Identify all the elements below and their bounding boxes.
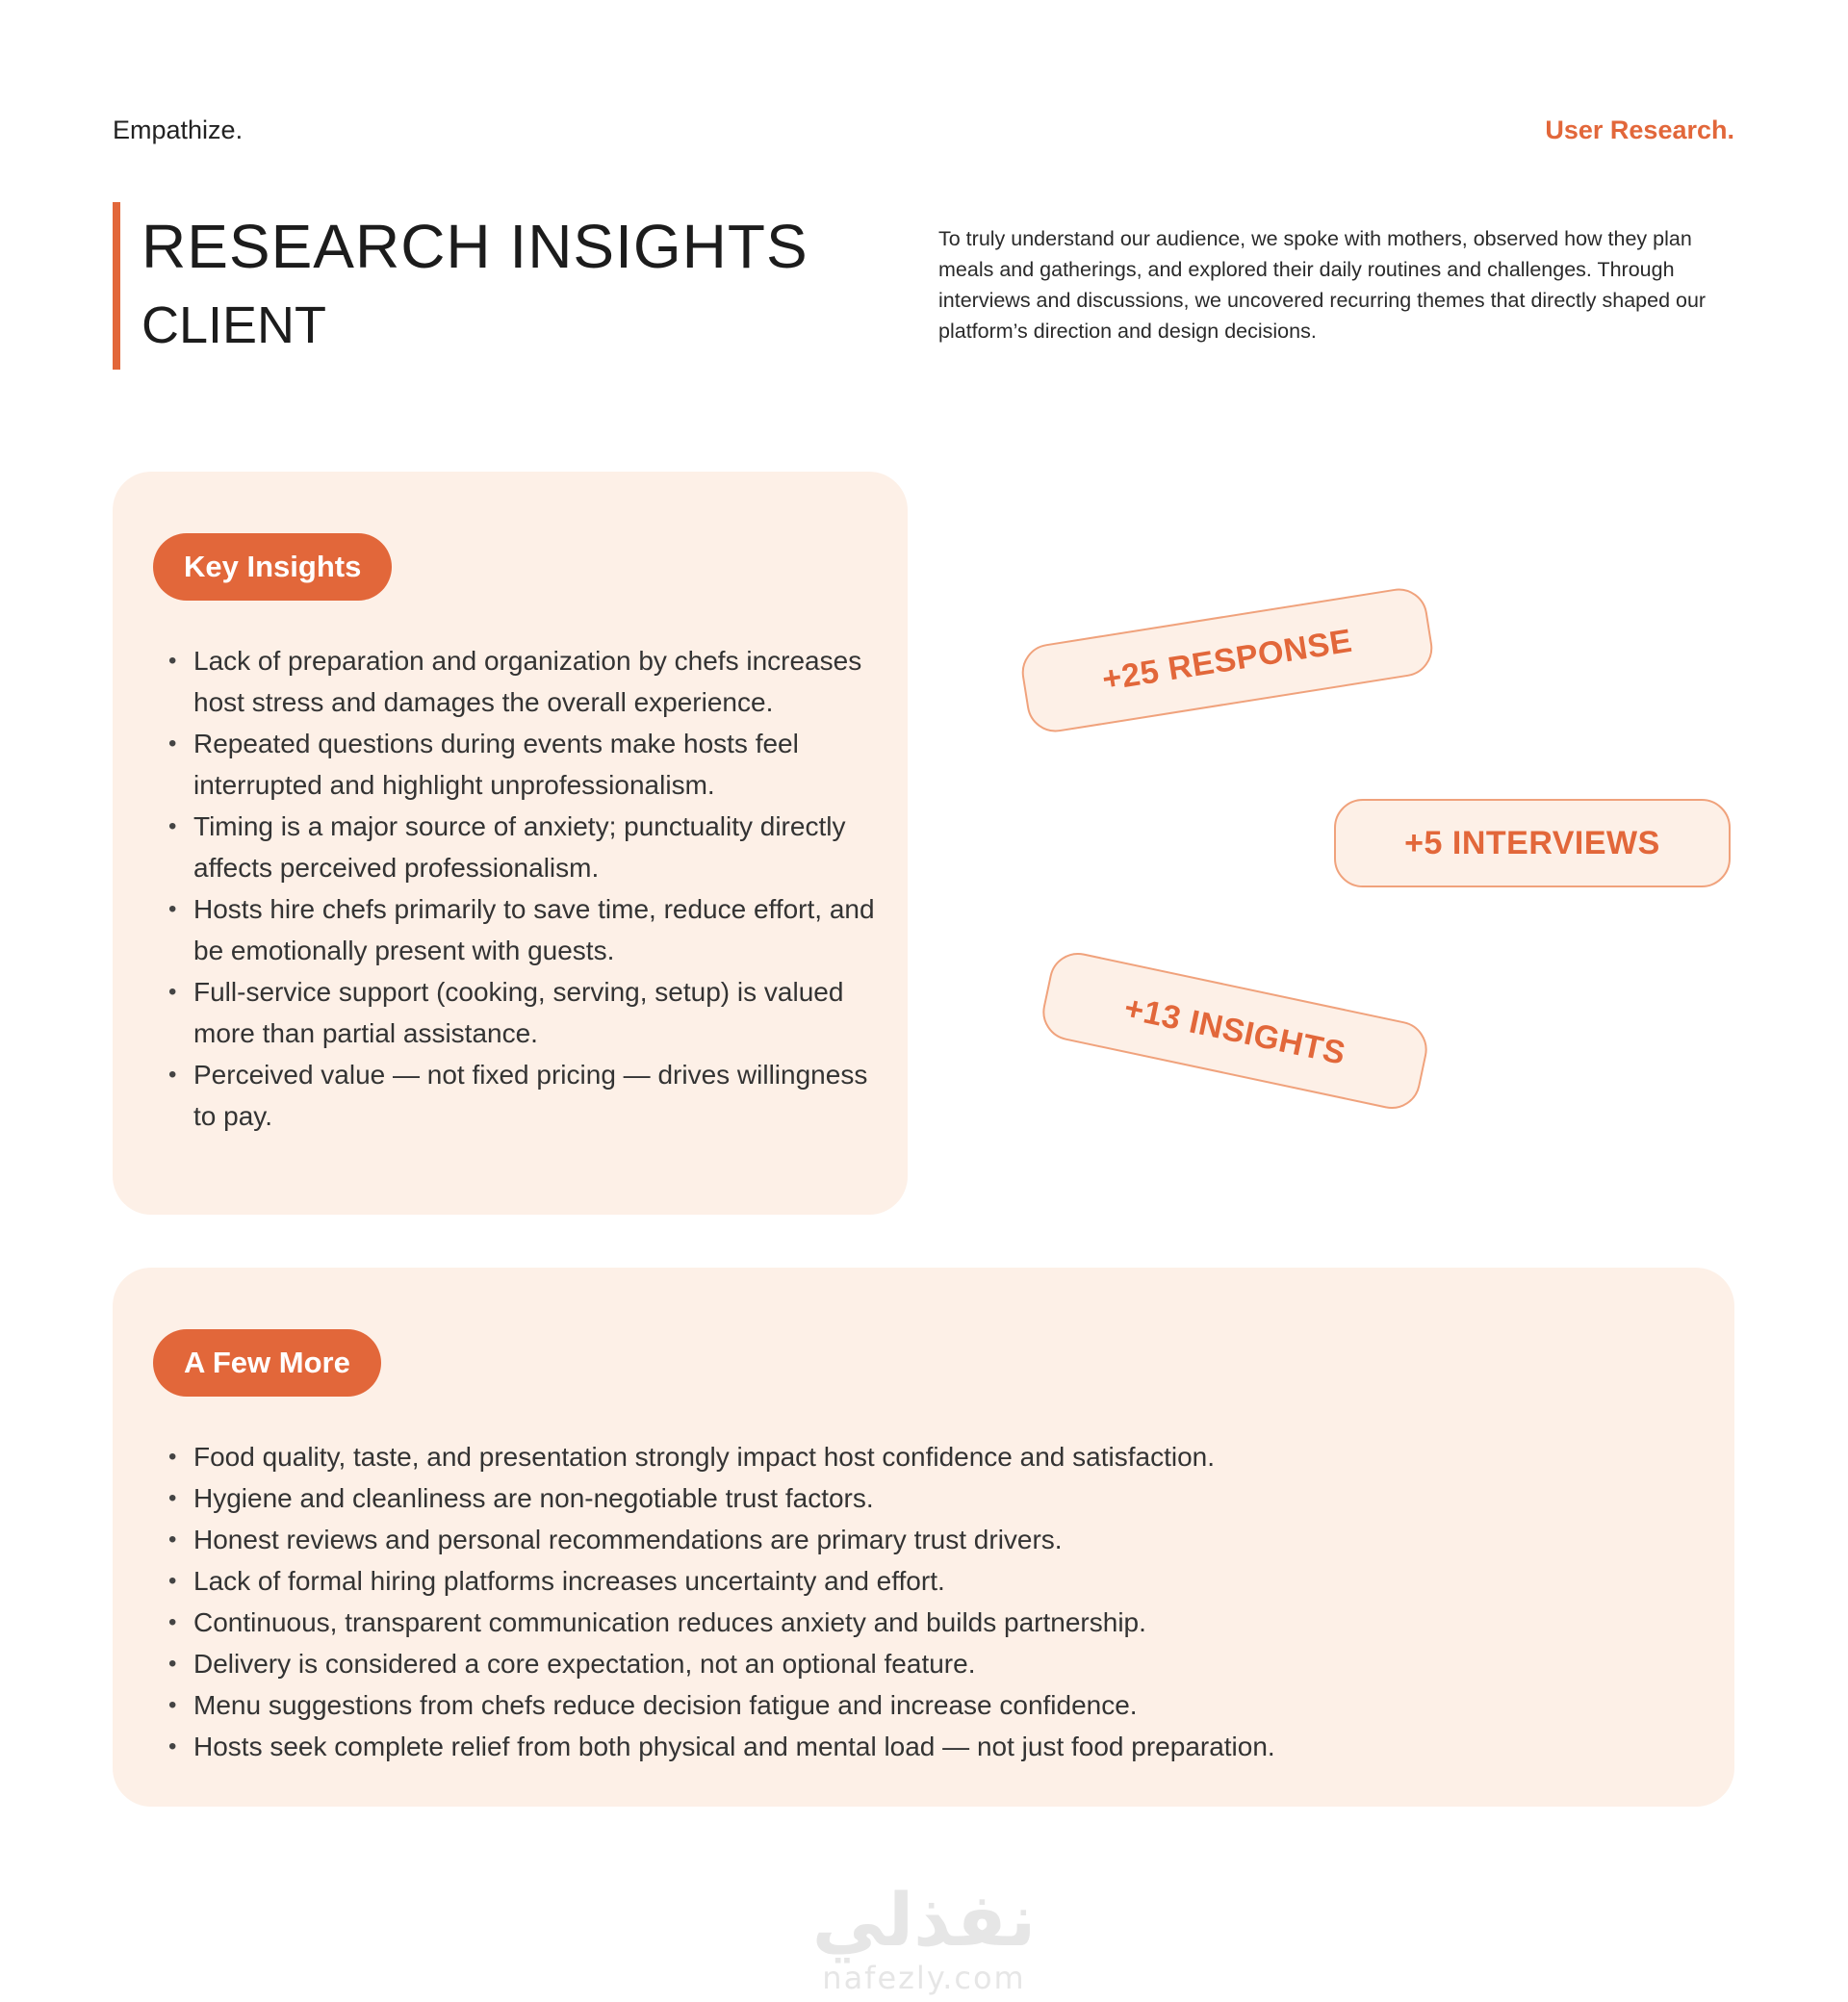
stat-interviews-badge: +5 INTERVIEWS <box>1334 799 1731 887</box>
list-item: • Perceived value — not fixed pricing — drives willingness to pay. <box>168 1054 881 1137</box>
list-item: • Lack of formal hiring platforms increases uncertainty and effort. <box>168 1560 1670 1602</box>
list-item: • Hygiene and cleanliness are non-negotiable trust factors. <box>168 1477 1670 1519</box>
list-item: • Food quality, taste, and presentation strongly impact host confidence and satisfaction. <box>168 1436 1670 1477</box>
list-item: • Lack of preparation and organization by chefs increases host stress and damages the overall experience. <box>168 640 881 723</box>
more-insights-label: A Few More <box>153 1329 381 1397</box>
section-label: Empathize. <box>113 116 244 144</box>
key-insights-card <box>113 472 908 1215</box>
list-item: • Menu suggestions from chefs reduce decision fatigue and increase confidence. <box>168 1684 1670 1726</box>
title-block <box>113 202 808 370</box>
watermark-latin: nafezly.com <box>822 1960 1026 1996</box>
list-item: • Delivery is considered a core expectation, not an optional feature. <box>168 1643 1670 1684</box>
category-label: User Research. <box>1545 116 1734 144</box>
intro-paragraph: To truly understand our audience, we spoke with mothers, observed how they plan meals and gatherings, and explored their daily routines and challenges. Through interviews and discussions, we uncovered recurring themes that directly shaped our platform’s direction and design decisions. <box>938 227 1707 343</box>
more-insights-list <box>168 1436 1670 1767</box>
list-item: • Repeated questions during events make hosts feel interrupted and highlight unprofessionalism. <box>168 723 881 806</box>
stat-responses-badge: +25 RESPONSE <box>1017 584 1436 736</box>
list-item: • Hosts hire chefs primarily to save time, reduce effort, and be emotionally present with guests. <box>168 888 881 971</box>
watermark-arabic: نفذلي <box>811 1877 1037 1963</box>
key-insights-list <box>168 640 881 1137</box>
page-subtitle: CLIENT <box>141 296 327 354</box>
more-insights-card <box>113 1268 1734 1807</box>
list-item: • Hosts seek complete relief from both physical and mental load — not just food preparation. <box>168 1726 1670 1767</box>
stat-insights-badge: +13 INSIGHTS <box>1038 947 1432 1114</box>
list-item: • Continuous, transparent communication reduces anxiety and builds partnership. <box>168 1602 1670 1643</box>
watermark-logo <box>0 1877 1848 1997</box>
list-item: • Honest reviews and personal recommendations are primary trust drivers. <box>168 1519 1670 1560</box>
key-insights-label: Key Insights <box>153 533 392 601</box>
list-item: • Full-service support (cooking, serving, setup) is valued more than partial assistance. <box>168 971 881 1054</box>
list-item: • Timing is a major source of anxiety; punctuality directly affects perceived professionalism. <box>168 806 881 888</box>
page-title: RESEARCH INSIGHTS <box>141 212 808 281</box>
